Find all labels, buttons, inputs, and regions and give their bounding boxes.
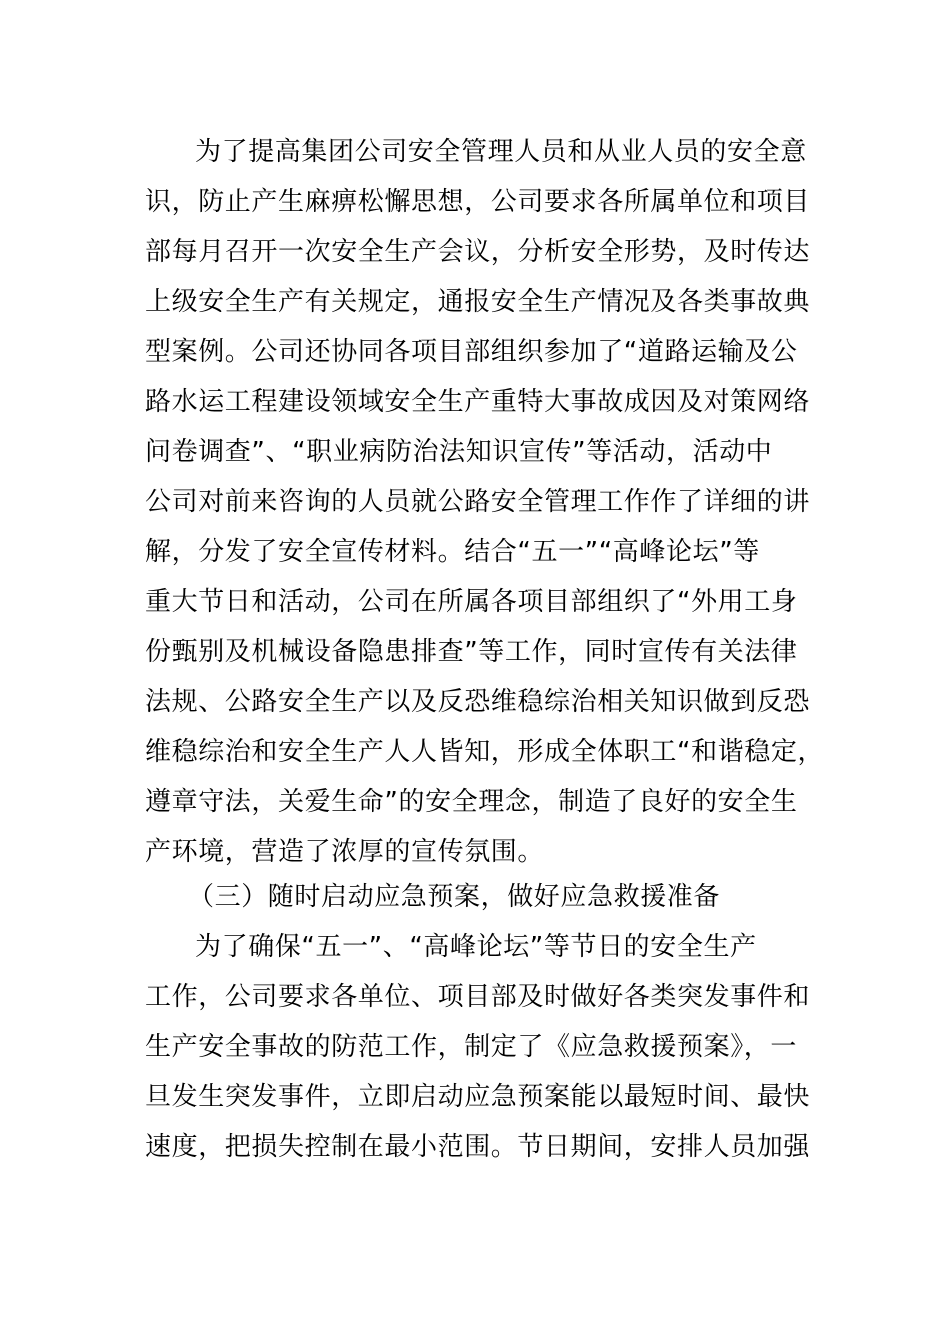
paragraph-1-line-14: 遵章守法，关爱生命”的安全理念，制造了良好的安全生 [145, 787, 798, 817]
paragraph-1-line-15: 产环境，营造了浓厚的宣传氛围。 [145, 837, 545, 867]
paragraph-1-line-4: 上级安全生产有关规定，通报安全生产情况及各类事故典 [145, 287, 811, 317]
paragraph-1-line-11: 份甄别及机械设备隐患排查”等工作，同时宣传有关法律 [145, 637, 798, 667]
paragraph-1-line-7: 问卷调查”、“职业病防治法知识宣传”等活动，活动中 [145, 437, 773, 467]
section-heading: （三）随时启动应急预案，做好应急救援准备 [188, 882, 721, 912]
paragraph-2-line-5: 速度，把损失控制在最小范围。节日期间，安排人员加强 [145, 1132, 811, 1162]
paragraph-2-line-1: 为了确保“五一”、“高峰论坛”等节日的安全生产 [195, 932, 757, 962]
paragraph-2-line-3: 生产安全事故的防范工作，制定了《应急救援预案》，一 [145, 1032, 798, 1062]
paragraph-1-line-3: 部每月召开一次安全生产会议，分析安全形势，及时传达 [145, 237, 811, 267]
paragraph-1-line-2: 识，防止产生麻痹松懈思想，公司要求各所属单位和项目 [145, 187, 811, 217]
paragraph-1-line-9: 解，分发了安全宣传材料。结合“五一”“高峰论坛”等 [145, 537, 760, 567]
paragraph-1-line-10: 重大节日和活动，公司在所属各项目部组织了“外用工身 [145, 587, 798, 617]
paragraph-2-line-4: 旦发生突发事件，立即启动应急预案能以最短时间、最快 [145, 1082, 811, 1112]
paragraph-1-line-8: 公司对前来咨询的人员就公路安全管理工作作了详细的讲 [145, 487, 811, 517]
paragraph-1-line-1: 为了提高集团公司安全管理人员和从业人员的安全意 [195, 137, 807, 167]
paragraph-1-line-5: 型案例。公司还协同各项目部组织参加了“道路运输及公 [145, 337, 798, 367]
paragraph-1-line-12: 法规、公路安全生产以及反恐维稳综治相关知识做到反恐 [145, 687, 811, 717]
paragraph-2-line-2: 工作，公司要求各单位、项目部及时做好各类突发事件和 [145, 982, 811, 1012]
paragraph-1-line-6: 路水运工程建设领域安全生产重特大事故成因及对策网络 [145, 387, 811, 417]
paragraph-1-line-13: 维稳综治和安全生产人人皆知，形成全体职工“和谐稳定， [145, 737, 825, 767]
